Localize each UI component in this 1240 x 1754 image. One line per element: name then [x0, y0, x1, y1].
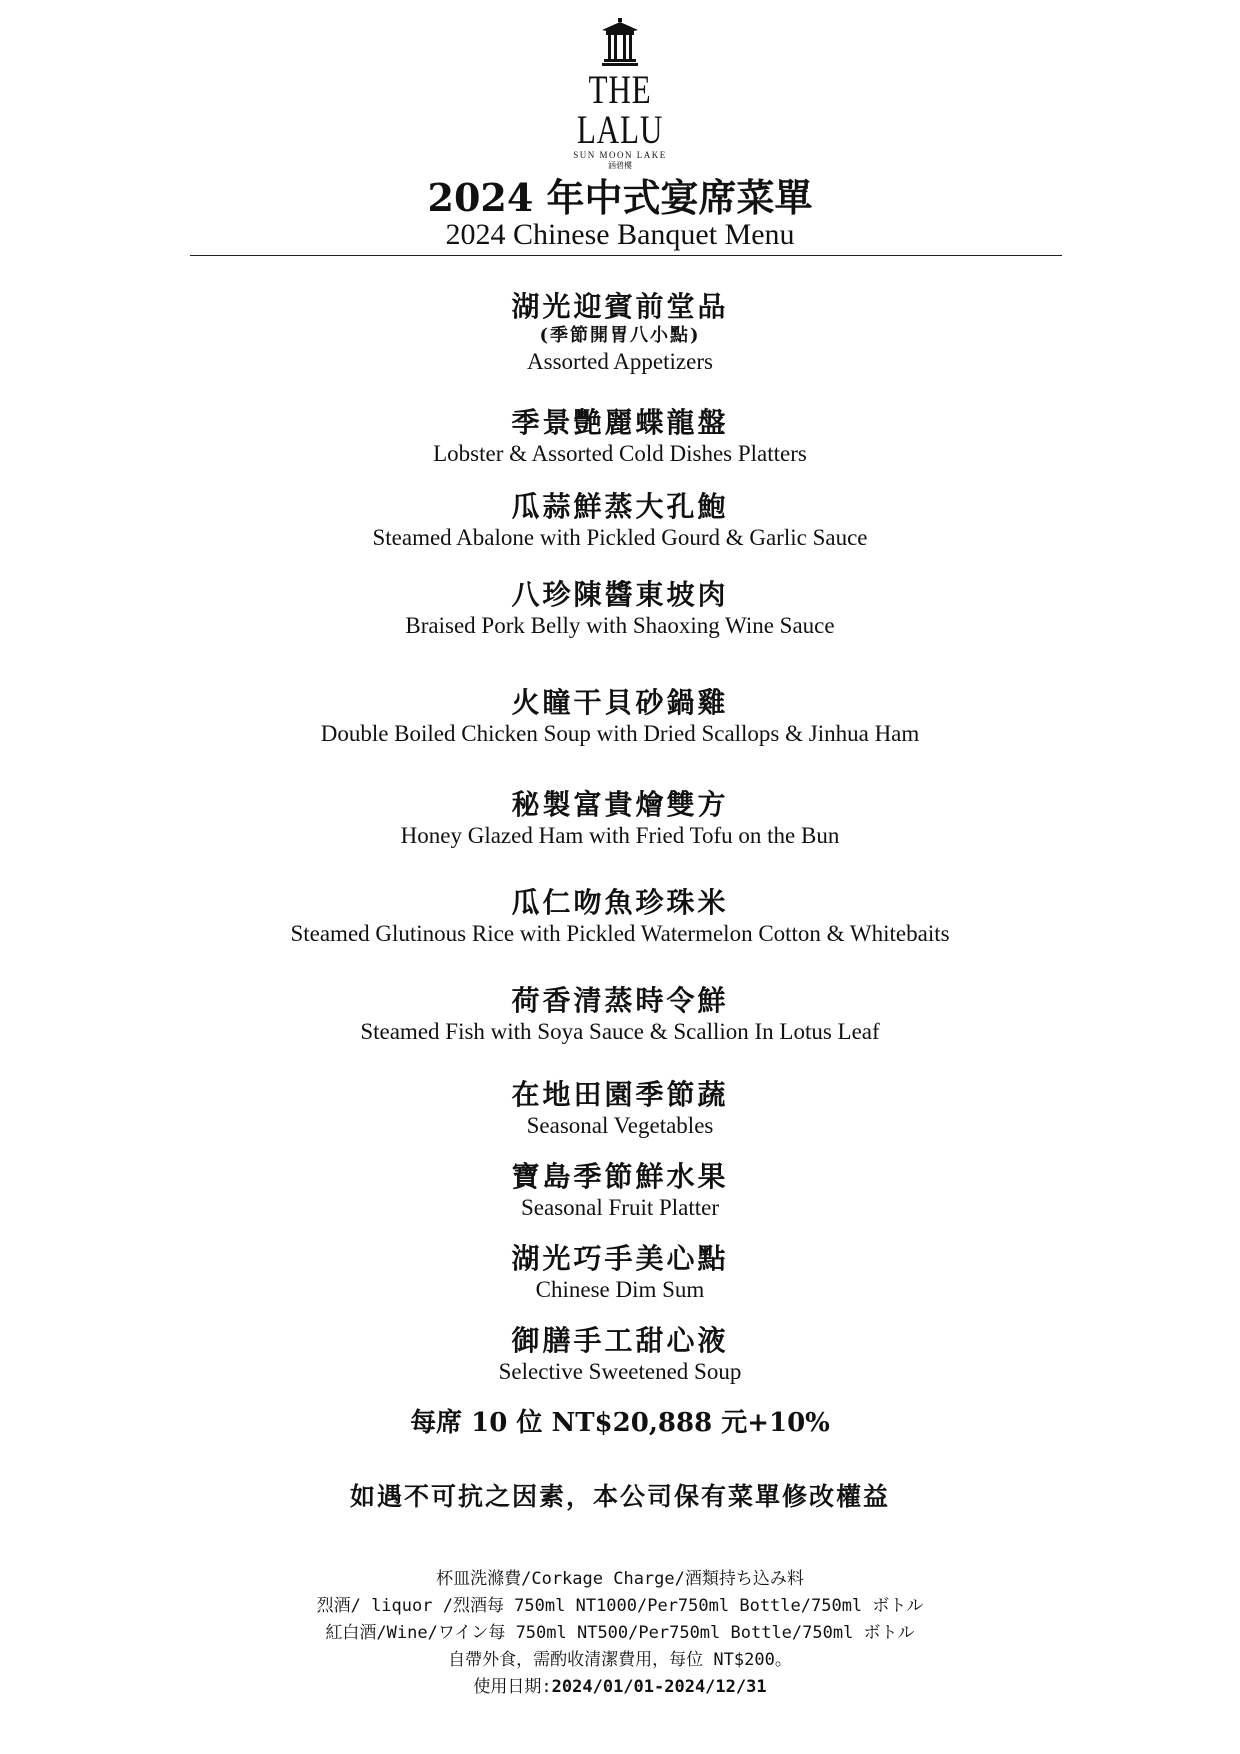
dish-name-chinese: 御膳手工甜心液: [511, 1324, 729, 1357]
dish-name-chinese: 瓜仁吻魚珍珠米: [511, 886, 729, 919]
dish-item: [0, 886, 1240, 947]
dish-name-english: Double Boiled Chicken Soup with Dried Scallops & Jinhua Ham: [320, 721, 920, 746]
pavilion-icon: [598, 18, 642, 66]
logo-subtitle: SUN MOON LAKE: [573, 150, 667, 160]
dish-name-chinese: 八珍陳醬東坡肉: [511, 578, 729, 611]
wine-charge: 紅白酒/Wine/ワイン每 750ml NT500/Per750ml Bottle/750ml ボトル: [325, 1623, 915, 1643]
menu-disclaimer: 如遇不可抗之因素，本公司保有菜單修改權益: [349, 1482, 890, 1511]
dish-name-english: Lobster & Assorted Cold Dishes Platters: [433, 441, 807, 466]
validity-dates: 2024/01/01-2024/12/31: [551, 1677, 767, 1697]
dish-name-chinese: 瓜蒜鮮蒸大孔鮑: [511, 490, 729, 523]
dish-name-english: Seasonal Fruit Platter: [520, 1195, 720, 1220]
dish-item: [0, 788, 1240, 849]
dish-item: [0, 490, 1240, 551]
logo-chinese: 涵碧樓: [608, 161, 632, 170]
dish-name-chinese: 秘製富貴燴雙方: [511, 788, 729, 821]
validity-period: [0, 1674, 1240, 1701]
dish-name-chinese: 在地田園季節蔬: [511, 1078, 729, 1111]
dish-item: [0, 406, 1240, 467]
logo-name: THE LALU: [576, 67, 664, 152]
dish-name-chinese: 荷香清蒸時令鮮: [511, 984, 729, 1017]
validity-label: 使用日期:: [473, 1677, 552, 1697]
dish-name-chinese: 寶島季節鮮水果: [511, 1160, 729, 1193]
dish-name-english: Steamed Fish with Soya Sauce & Scallion In Lotus Leaf: [360, 1019, 880, 1044]
dish-name-english: Selective Sweetened Soup: [498, 1359, 742, 1384]
menu-title-chinese: 2024 年中式宴席菜單: [427, 175, 813, 220]
dish-item: [0, 1078, 1240, 1139]
table-price: 每席 10 位 NT$20,888 元+10%: [410, 1408, 830, 1438]
dish-item: [0, 1242, 1240, 1303]
dish-item: [0, 290, 1240, 375]
dish-note: (季節開胃八小點): [539, 325, 701, 346]
dish-name-english: Honey Glazed Ham with Fried Tofu on the Bun: [400, 823, 840, 848]
menu-title-english: 2024 Chinese Banquet Menu: [445, 218, 795, 251]
outside-food-charge: 自帶外食，需酌收清潔費用，每位 NT$200。: [448, 1650, 792, 1670]
dish-name-chinese: 湖光巧手美心點: [511, 1242, 729, 1275]
dish-item: [0, 1324, 1240, 1385]
dish-item: [0, 578, 1240, 639]
title-divider: [190, 255, 1062, 256]
dish-name-chinese: 季景艷麗蝶龍盤: [511, 406, 729, 439]
footer-notes: [0, 1566, 1240, 1701]
dish-item: [0, 984, 1240, 1045]
dish-name-english: Seasonal Vegetables: [526, 1113, 714, 1138]
hotel-logo: [560, 18, 680, 170]
dish-name-english: Assorted Appetizers: [527, 349, 713, 374]
dish-name-english: Braised Pork Belly with Shaoxing Wine Sauce: [405, 613, 835, 638]
corkage-label: 杯皿洗滌費/Corkage Charge/酒類持ち込み料: [436, 1569, 804, 1589]
liquor-charge: 烈酒/ liquor /烈酒每 750ml NT1000/Per750ml Bottle/750ml ボトル: [316, 1596, 924, 1616]
dish-item: [0, 1160, 1240, 1221]
dish-name-english: Chinese Dim Sum: [535, 1277, 705, 1302]
dish-name-english: Steamed Glutinous Rice with Pickled Watermelon Cotton & Whitebaits: [290, 921, 950, 946]
dish-name-chinese: 火瞳干貝砂鍋雞: [511, 686, 729, 719]
dish-item: [0, 686, 1240, 747]
dish-name-chinese: 湖光迎賓前堂品: [511, 290, 729, 323]
dish-name-english: Steamed Abalone with Pickled Gourd & Garlic Sauce: [372, 525, 868, 550]
